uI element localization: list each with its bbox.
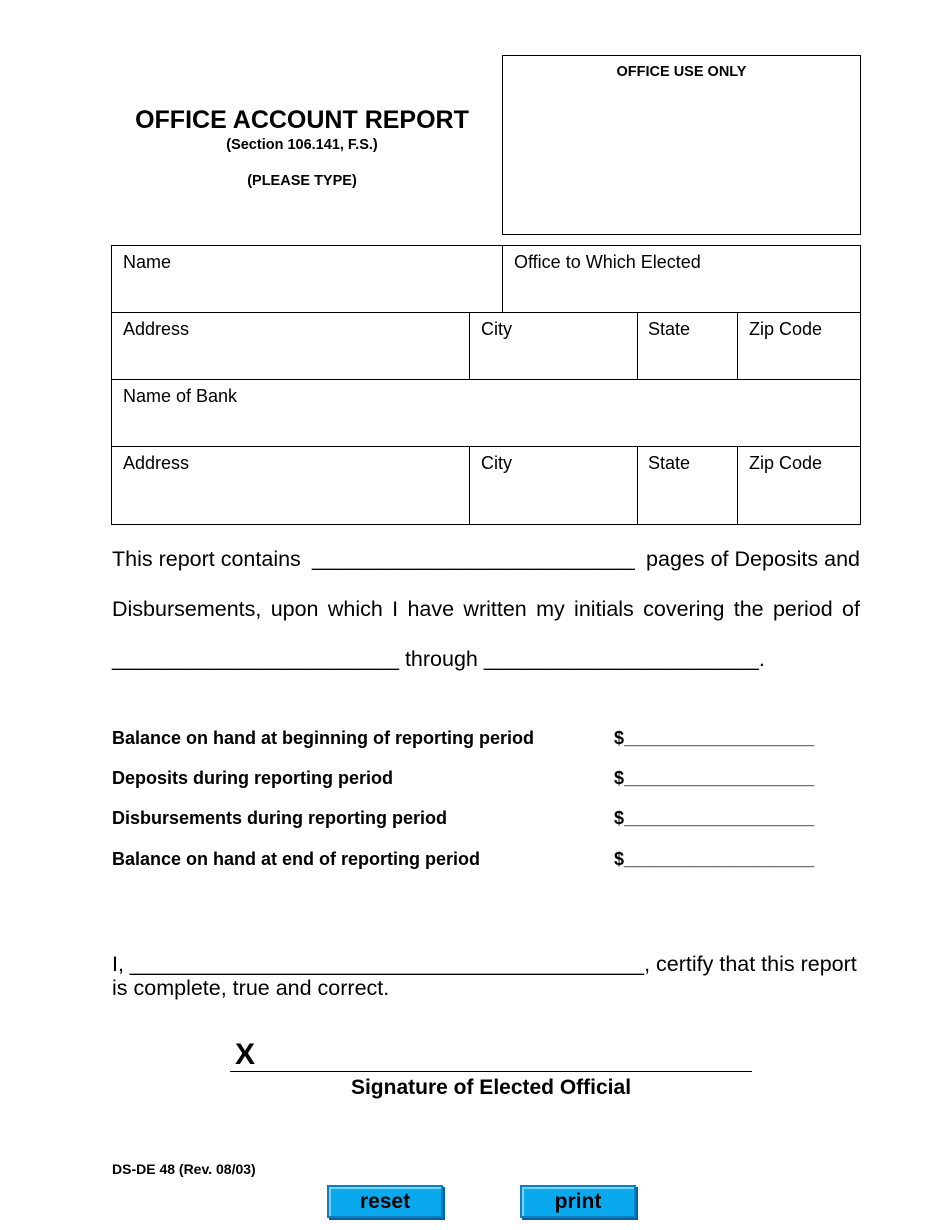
statement-line-3: ________________________ through _______________________.	[112, 647, 765, 671]
disbursements-label: Disbursements during reporting period	[112, 808, 448, 828]
zip-field-label: Zip Code	[749, 319, 823, 339]
grid-col-divider	[637, 313, 638, 380]
grid-row-divider	[112, 312, 860, 313]
balance-begin-amount: $___________________	[614, 728, 815, 748]
grid-col-divider	[502, 246, 503, 313]
info-grid	[111, 245, 861, 525]
state-field-label: State	[648, 319, 691, 339]
signature-label: Signature of Elected Official	[350, 1076, 632, 1099]
grid-row-divider	[112, 446, 860, 447]
signature-mark: X	[235, 1038, 256, 1071]
statement-text: This report contains	[112, 547, 301, 571]
office-use-label: OFFICE USE ONLY	[616, 64, 747, 80]
page-count-blank: ___________________________	[312, 547, 635, 571]
grid-col-divider	[469, 447, 470, 524]
bank-name-field-label: Name of Bank	[123, 386, 238, 406]
grid-col-divider	[737, 313, 738, 380]
bank-city-field-label: City	[481, 453, 512, 473]
deposits-label: Deposits during reporting period	[112, 768, 394, 788]
grid-row-divider	[112, 379, 860, 380]
page-title: OFFICE ACCOUNT REPORT	[135, 106, 469, 134]
statement-line-1	[112, 549, 860, 571]
office-field-label: Office to Which Elected	[514, 252, 701, 272]
reset-button[interactable]: reset	[327, 1185, 443, 1218]
bank-zip-field-label: Zip Code	[749, 453, 823, 473]
certification-line-1: I, ___________________________________________, certify that this report	[112, 952, 857, 976]
address-field-label: Address	[123, 319, 190, 339]
balance-begin-label: Balance on hand at beginning of reporting period	[112, 728, 535, 748]
office-use-box	[502, 55, 861, 235]
deposits-amount: $___________________	[614, 768, 815, 788]
name-field-label: Name	[123, 252, 172, 272]
instruction-text: (PLEASE TYPE)	[247, 173, 357, 189]
bank-address-field-label: Address	[123, 453, 190, 473]
statement-line-2: Disbursements, upon which I have written my initials covering the period of	[112, 597, 860, 621]
city-field-label: City	[481, 319, 512, 339]
statement-text: pages of Deposits and	[646, 547, 860, 571]
balance-end-label: Balance on hand at end of reporting period	[112, 849, 481, 869]
grid-col-divider	[637, 447, 638, 524]
disbursements-amount: $___________________	[614, 808, 815, 828]
grid-col-divider	[737, 447, 738, 524]
signature-line	[230, 1071, 752, 1072]
statute-reference: (Section 106.141, F.S.)	[226, 137, 378, 153]
certification-line-2: is complete, true and correct.	[112, 976, 390, 1000]
bank-state-field-label: State	[648, 453, 691, 473]
balance-end-amount: $___________________	[614, 849, 815, 869]
form-number: DS-DE 48 (Rev. 08/03)	[112, 1161, 256, 1177]
grid-col-divider	[469, 313, 470, 380]
print-button[interactable]: print	[520, 1185, 636, 1218]
